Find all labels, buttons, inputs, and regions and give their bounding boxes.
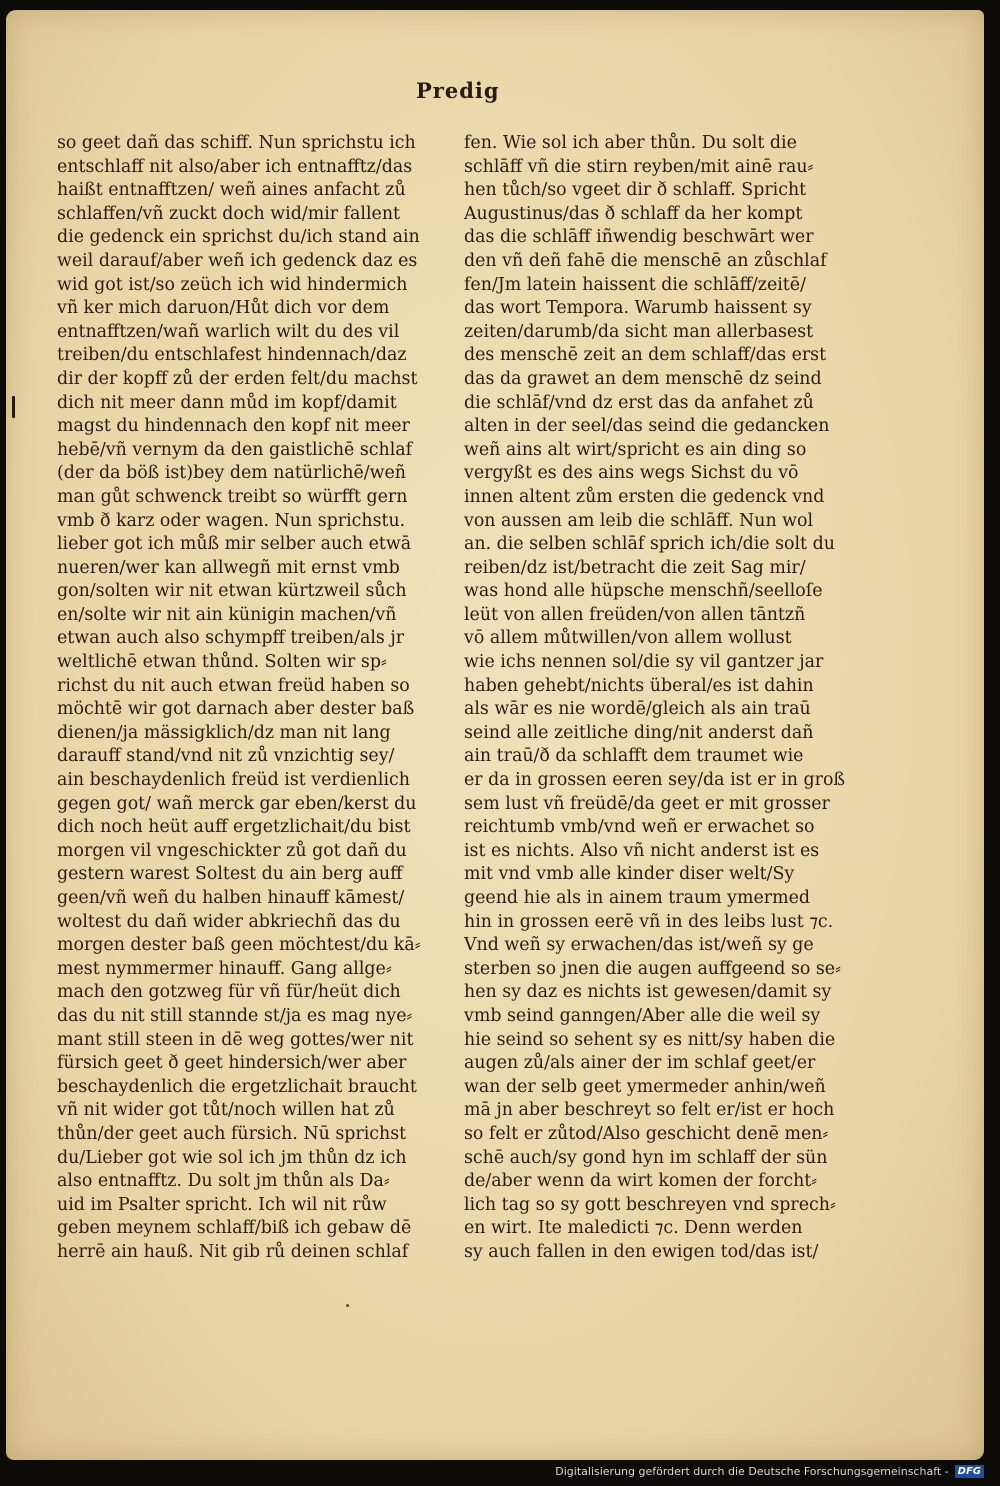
text-line: das wort Tempora. Warumb haissent sy bbox=[464, 298, 812, 319]
text-line: das du nit still stannde st/ja es mag nye⸗ bbox=[57, 1005, 413, 1026]
text-line: seind alle zeitliche ding/nit anderst dañ bbox=[464, 722, 814, 743]
text-line: alten in der seel/das seind die gedancken bbox=[464, 416, 830, 437]
text-line: zeiten/darumb/da sicht man allerbasest bbox=[464, 321, 814, 342]
dfg-logo: DFG bbox=[955, 1465, 984, 1478]
text-line: man gůt schwenck treibt so würfft gern bbox=[57, 486, 408, 507]
paper-speck bbox=[346, 1304, 349, 1307]
text-line: treiben/du entschlafest hindennach/daz bbox=[57, 345, 407, 366]
text-line: etwan auch also schympff treiben/als jr bbox=[57, 628, 405, 649]
text-line: dich noch heüt auff ergetzlichait/du bist bbox=[57, 817, 411, 838]
text-line: hen sy daz es nichts ist gewesen/damit sy bbox=[464, 982, 832, 1003]
text-line: vō allem můtwillen/von allem wollust bbox=[464, 628, 792, 649]
text-line: fen. Wie sol ich aber thůn. Du solt die bbox=[464, 133, 797, 153]
text-line: sy auch fallen in den ewigen tod/das ist/ bbox=[464, 1241, 819, 1262]
text-line: schlāff vñ die stirn reyben/mit ainē rau⸗ bbox=[464, 156, 814, 177]
left-text-column bbox=[57, 132, 452, 1265]
text-line: reiben/dz ist/betracht die zeit Sag mir/ bbox=[464, 557, 806, 578]
text-line: lieber got ich můß mir selber auch etwā bbox=[57, 534, 412, 555]
text-line: dir der kopff zů der erden felt/du machst bbox=[57, 368, 418, 389]
text-line: das die schlāff iñwendig beschwārt wer bbox=[464, 227, 814, 248]
text-line: hebē/vñ vernym da den gaistlichē schlaf bbox=[57, 439, 413, 460]
text-line: mant still steen in dē weg gottes/wer nit bbox=[57, 1029, 414, 1050]
text-line: mit vnd vmb alle kinder diser welt/Sy bbox=[464, 864, 795, 885]
text-line: mest nymmermer hinauff. Gang allge⸗ bbox=[57, 958, 392, 979]
text-line: nueren/wer kan allwegñ mit ernst vmb bbox=[57, 557, 400, 578]
text-line: die gedenck ein sprichst du/ich stand ain bbox=[57, 227, 420, 248]
text-line: wid got ist/so zeüch ich wid hindermich bbox=[57, 274, 408, 295]
text-line: magst du hindennach den kopf nit meer bbox=[57, 416, 410, 437]
text-line: vmb seind ganngen/Aber alle die weil sy bbox=[464, 1005, 821, 1026]
credit-text: Digitalisierung gefördert durch die Deutsche Forschungsgemeinschaft - bbox=[555, 1464, 949, 1478]
text-line: vñ ker mich daruon/Hůt dich vor dem bbox=[57, 298, 390, 319]
text-line: thůn/der geet auch fürsich. Nū sprichst bbox=[57, 1123, 407, 1144]
text-line: von aussen am leib die schlāff. Nun wol bbox=[464, 510, 814, 531]
text-line: haißt entnafftzen/ weñ aines anfacht zů bbox=[57, 180, 406, 201]
text-line: das da grawet an dem menschē dz seind bbox=[464, 368, 822, 389]
text-line: weltlichē etwan thůnd. Solten wir sp⸗ bbox=[57, 652, 387, 673]
text-line: ist es nichts. Also vñ nicht anderst ist es bbox=[464, 840, 820, 861]
text-line: gon/solten wir nit etwan kürtzweil sůch bbox=[57, 581, 407, 602]
text-line: also entnafftz. Du solt jm thůn als Da⸗ bbox=[57, 1171, 390, 1192]
text-line: de/aber wenn da wirt komen der forcht⸗ bbox=[464, 1171, 818, 1192]
text-line: beschaydenlich die ergetzlichait braucht bbox=[57, 1076, 417, 1097]
text-line: morgen vil vngeschickter zů got dañ du bbox=[57, 840, 407, 861]
text-line: haben gehebt/nichts überal/es ist dahin bbox=[464, 675, 814, 696]
text-line: so geet dañ das schiff. Nun sprichstu ich bbox=[57, 133, 416, 153]
text-line: mach den gotzweg für vñ für/heüt dich bbox=[57, 982, 401, 1003]
text-line: vergyßt es des ains wegs Sichst du vō bbox=[464, 463, 799, 484]
text-line: entschlaff nit also/aber ich entnafftz/das bbox=[57, 156, 413, 177]
text-line: dich nit meer dann můd im kopf/damit bbox=[57, 392, 397, 413]
text-line: schlaffen/vñ zuckt doch wid/mir fallent bbox=[57, 203, 401, 224]
running-header: Predig bbox=[416, 78, 500, 103]
text-line: des menschē zeit an dem schlaff/das erst bbox=[464, 345, 827, 366]
text-line: reichtumb vmb/vnd weñ er erwachet so bbox=[464, 817, 815, 838]
text-line: gegen got/ wañ merck gar eben/kerst du bbox=[57, 793, 417, 814]
text-line: leüt von allen freüden/von allen tāntzñ bbox=[464, 604, 806, 625]
text-line: herrē ain hauß. Nit gib rů deinen schlaf bbox=[57, 1241, 409, 1262]
text-line: entnafftzen/wañ warlich wilt du des vil bbox=[57, 321, 400, 342]
text-line: Vnd weñ sy erwachen/das ist/weñ sy ge bbox=[464, 935, 814, 956]
text-line: schē auch/sy gond hyn im schlaff der sün bbox=[464, 1147, 828, 1168]
text-line: mā jn aber beschreyt so felt er/ist er hoch bbox=[464, 1100, 835, 1121]
text-line: an. die selben schlāf sprich ich/die solt du bbox=[464, 534, 835, 555]
book-page bbox=[6, 10, 984, 1460]
text-line: morgen dester baß geen möchtest/du kā⸗ bbox=[57, 935, 421, 956]
text-line: richst du nit auch etwan freüd haben so bbox=[57, 675, 410, 696]
text-line: weil darauf/aber weñ ich gedenck daz es bbox=[57, 250, 418, 271]
text-line: fürsich geet ð geet hindersich/wer aber bbox=[57, 1053, 407, 1074]
text-line: ain traū/ð da schlafft dem traumet wie bbox=[464, 746, 804, 767]
text-line: en wirt. Ite maledicti ⁊c. Denn werden bbox=[464, 1218, 803, 1239]
text-line: wan der selb geet ymermeder anhin/weñ bbox=[464, 1076, 826, 1097]
text-line: du/Lieber got wie sol ich jm thůn dz ich bbox=[57, 1147, 407, 1168]
text-line: sterben so jnen die augen auffgeend so se⸗ bbox=[464, 958, 841, 979]
text-line: darauff stand/vnd nit zů vnzichtig sey/ bbox=[57, 746, 395, 767]
margin-mark bbox=[12, 396, 15, 418]
text-line: fen/Jm latein haissent die schlāff/zeitē/ bbox=[464, 274, 806, 295]
text-line: en/solte wir nit ain künigin machen/vñ bbox=[57, 604, 397, 625]
text-line: weñ ains alt wirt/spricht es ain ding so bbox=[464, 439, 807, 460]
text-line: hin in grossen eerē vñ in des leibs lust ⁊c. bbox=[464, 911, 834, 932]
text-line: vñ nit wider got tůt/noch willen hat zů bbox=[57, 1100, 395, 1121]
text-line: woltest du dañ wider abkriechñ das du bbox=[57, 911, 401, 932]
text-line: was hond alle hüpsche menschñ/seelloſe bbox=[464, 581, 823, 602]
text-line: als wār es nie wordē/gleich als ain traū bbox=[464, 699, 811, 720]
text-line: die schlāf/vnd dz erst das da anfahet zů bbox=[464, 392, 814, 413]
text-line: dienen/ja mässigklich/dz man nit lang bbox=[57, 722, 391, 743]
text-line: wie ichs nennen sol/die sy vil gantzer jar bbox=[464, 652, 824, 673]
text-line: hen tůch/so vgeet dir ð schlaff. Spricht bbox=[464, 180, 807, 201]
text-line: uid im Psalter spricht. Ich wil nit růw bbox=[57, 1194, 387, 1215]
text-line: geend hie als in ainem traum ymermed bbox=[464, 888, 810, 908]
text-line: so felt er zůtod/Also geschicht denē men⸗ bbox=[464, 1123, 829, 1144]
text-line: Augustinus/das ð schlaff da her kompt bbox=[464, 203, 803, 224]
text-line: (der da böß ist)bey dem natürlichē/weñ bbox=[57, 463, 406, 484]
text-line: gestern warest Soltest du ain berg auff bbox=[57, 864, 403, 885]
text-line: geen/vñ weñ du halben hinauff kāmest/ bbox=[57, 888, 405, 908]
right-text-column bbox=[464, 132, 859, 1265]
text-line: vmb ð karz oder wagen. Nun sprichstu. bbox=[57, 510, 406, 531]
text-line: geben meynem schlaff/biß ich gebaw dē bbox=[57, 1218, 412, 1239]
text-line: er da in grossen eeren sey/da ist er in groß bbox=[464, 770, 846, 791]
text-line: möchtē wir got darnach aber dester baß bbox=[57, 699, 415, 720]
text-line: sem lust vñ freüdē/da geet er mit grosser bbox=[464, 793, 830, 814]
text-line: ain beschaydenlich freüd ist verdienlich bbox=[57, 770, 410, 791]
text-line: hie seind so sehent sy es nitt/sy haben die bbox=[464, 1029, 836, 1050]
text-line: den vñ deñ fahē die menschē an zůschlaf bbox=[464, 250, 827, 271]
text-line: innen altent zům ersten die gedenck vnd bbox=[464, 486, 825, 507]
digitization-credit bbox=[555, 1462, 984, 1480]
text-line: lich tag so sy gott beschreyen vnd sprech⸗ bbox=[464, 1194, 836, 1215]
text-line: augen zů/als ainer der im schlaf geet/er bbox=[464, 1053, 816, 1074]
